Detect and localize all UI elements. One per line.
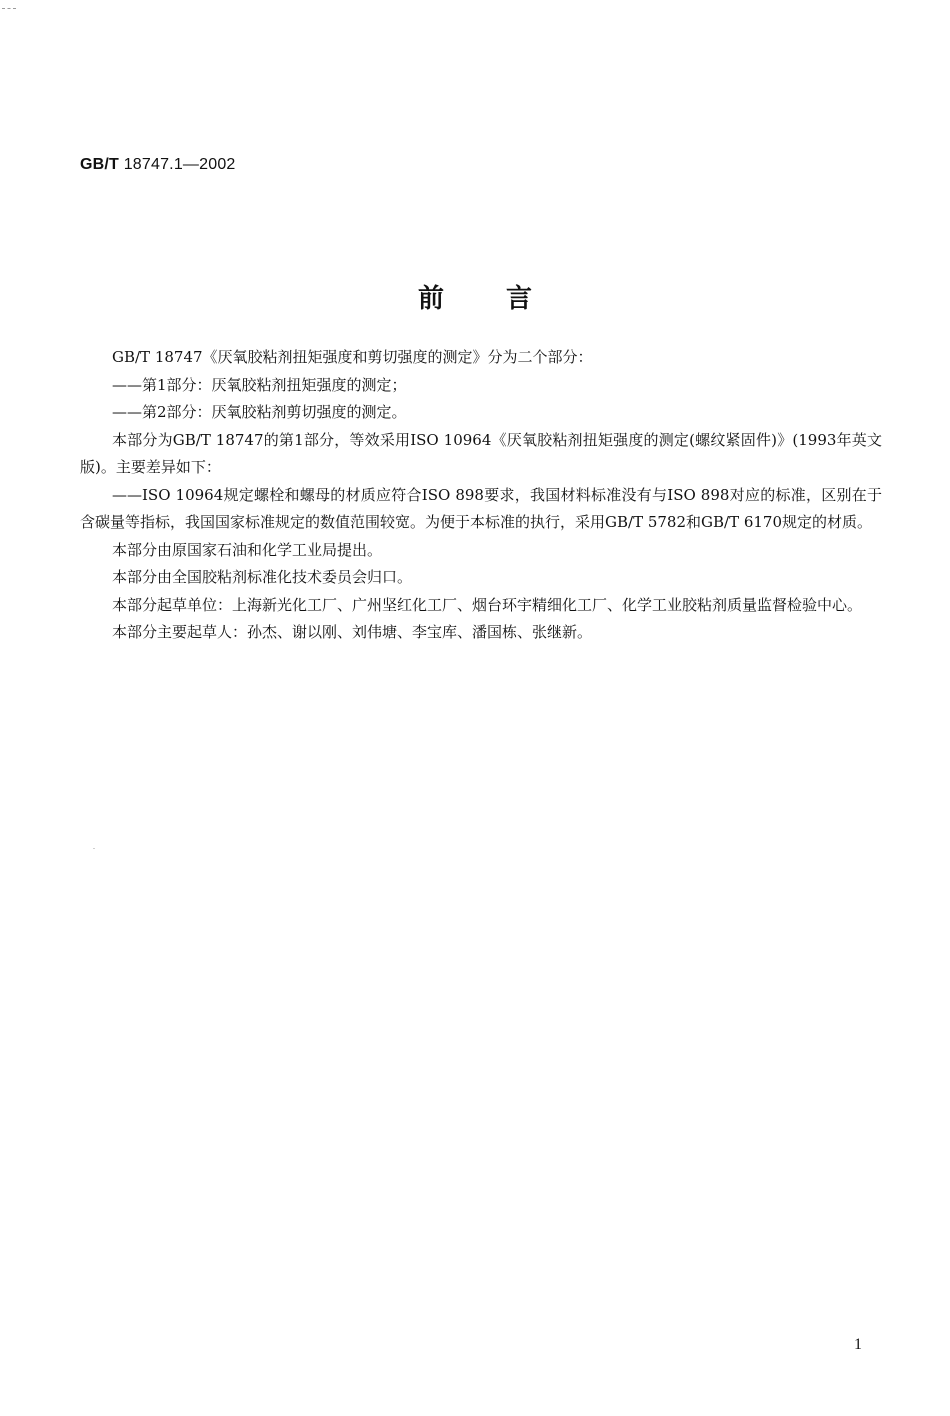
paragraph-committee: 本部分由全国胶粘剂标准化技术委员会归口。 <box>112 568 413 586</box>
paragraph-proposer: 本部分由原国家石油和化学工业局提出。 <box>112 540 383 559</box>
paragraph-drafting-units: 本部分起草单位：上海新光化工厂、广州坚红化工厂、烟台环宇精细化工厂、化学工业胶粘剂质量监督检验中心。 <box>112 595 863 614</box>
page-number: 1 <box>854 1336 862 1353</box>
standard-code-number: 18747.1—2002 <box>123 156 236 173</box>
page-title: 前言 <box>417 284 594 314</box>
foreword-body <box>80 344 882 647</box>
paragraph-part-2: ——第2部分：厌氧胶粘剂剪切强度的测定。 <box>112 403 407 421</box>
scan-corner-mark <box>2 8 16 9</box>
paragraph-differences: ——ISO 10964规定螺栓和螺母的材质应符合ISO 898要求，我国材料标准没有与ISO 898对应的标准，区别在于含碳量等指标，我国国家标准规定的数值范围较宽。为便于本标准的执行，采用GB/T 5782和GB/T 6170规定的材质。 <box>80 485 882 531</box>
paragraph-equivalence: 本部分为GB/T 18747的第1部分，等效采用ISO 10964《厌氧胶粘剂扭矩强度的测定(螺纹紧固件)》(1993年英文版)。主要差异如下： <box>80 430 882 476</box>
paragraph-parts-intro: GB/T 18747《厌氧胶粘剂扭矩强度和剪切强度的测定》分为二个部分： <box>112 348 593 366</box>
standard-code <box>80 156 236 174</box>
paragraph-part-1: ——第1部分：厌氧胶粘剂扭矩强度的测定； <box>112 375 407 394</box>
paragraph-drafters: 本部分主要起草人：孙杰、谢以刚、刘伟塘、李宝库、潘国栋、张继新。 <box>112 623 593 641</box>
scan-speck <box>93 848 95 849</box>
standard-code-prefix: GB/T <box>80 156 120 173</box>
